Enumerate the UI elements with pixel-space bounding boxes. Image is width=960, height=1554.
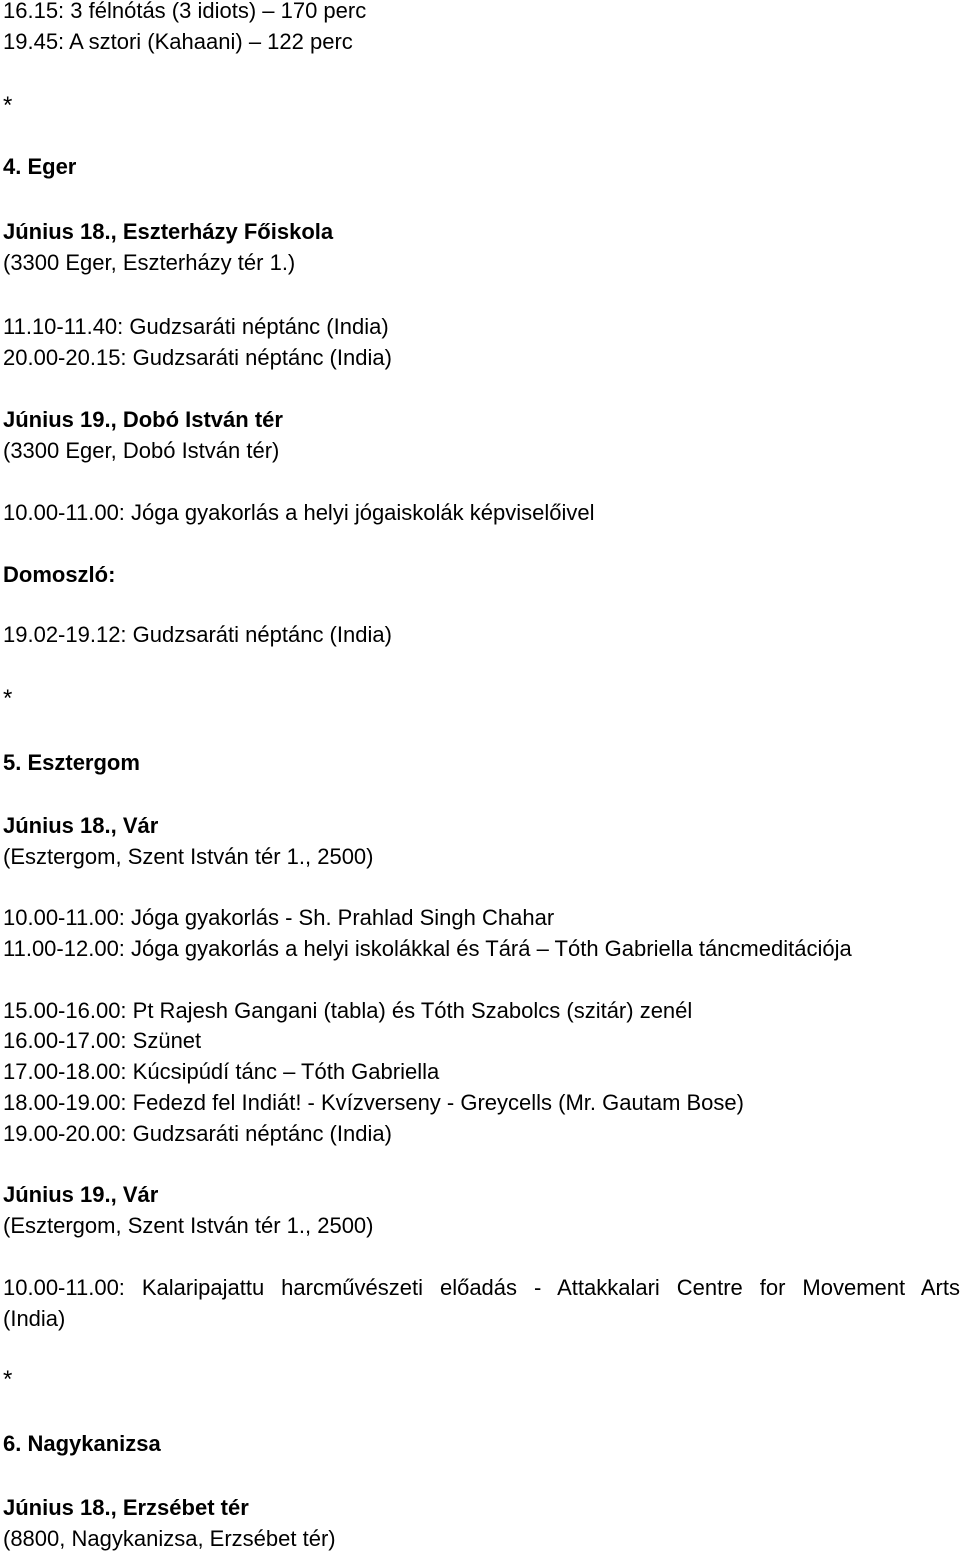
section-separator: * [3, 92, 13, 119]
schedule-line: 19.00-20.00: Gudzsaráti néptánc (India) [3, 1121, 392, 1146]
venue-address: (3300 Eger, Dobó István tér) [3, 438, 280, 463]
venue-heading: Június 18., Eszterházy Főiskola [3, 219, 334, 244]
section-separator: * [3, 685, 13, 712]
venue-heading: Domoszló: [3, 562, 116, 587]
schedule-line: 16.00-17.00: Szünet [3, 1028, 202, 1053]
schedule-line: 11.10-11.40: Gudzsaráti néptánc (India) [3, 314, 389, 339]
venue-heading: Június 19., Vár [3, 1182, 159, 1207]
venue-address: (Esztergom, Szent István tér 1., 2500) [3, 1213, 374, 1238]
schedule-line: 17.00-18.00: Kúcsipúdí tánc – Tóth Gabriella [3, 1059, 440, 1084]
section-separator: * [3, 1366, 13, 1393]
venue-address: (3300 Eger, Eszterházy tér 1.) [3, 250, 296, 275]
schedule-line-continuation: (India) [3, 1306, 66, 1331]
schedule-line: 19.02-19.12: Gudzsaráti néptánc (India) [3, 622, 392, 647]
venue-address: (Esztergom, Szent István tér 1., 2500) [3, 844, 374, 869]
schedule-line: 11.00-12.00: Jóga gyakorlás a helyi iskolákkal és Tárá – Tóth Gabriella táncmeditációja [3, 936, 852, 961]
schedule-line: 10.00-11.00: Kalaripajattu harcművészeti előadás - Attakkalari Centre for Movement Arts [3, 1275, 960, 1300]
venue-heading: Június 18., Vár [3, 813, 159, 838]
schedule-line: 19.45: A sztori (Kahaani) – 122 perc [3, 29, 353, 54]
venue-address: (8800, Nagykanizsa, Erzsébet tér) [3, 1526, 336, 1551]
schedule-line: 15.00-16.00: Pt Rajesh Gangani (tabla) és Tóth Szabolcs (szitár) zenél [3, 998, 693, 1023]
venue-heading: Június 18., Erzsébet tér [3, 1495, 249, 1520]
section-heading: 4. Eger [3, 154, 77, 179]
section-heading: 5. Esztergom [3, 750, 140, 775]
section-heading: 6. Nagykanizsa [3, 1431, 161, 1456]
schedule-line: 10.00-11.00: Jóga gyakorlás a helyi jógaiskolák képviselőivel [3, 500, 595, 525]
schedule-line: 20.00-20.15: Gudzsaráti néptánc (India) [3, 345, 392, 370]
schedule-line: 16.15: 3 félnótás (3 idiots) – 170 perc [3, 0, 367, 23]
schedule-line: 18.00-19.00: Fedezd fel Indiát! - Kvízverseny - Greycells (Mr. Gautam Bose) [3, 1090, 744, 1115]
schedule-line: 10.00-11.00: Jóga gyakorlás - Sh. Prahlad Singh Chahar [3, 905, 555, 930]
venue-heading: Június 19., Dobó István tér [3, 407, 283, 432]
